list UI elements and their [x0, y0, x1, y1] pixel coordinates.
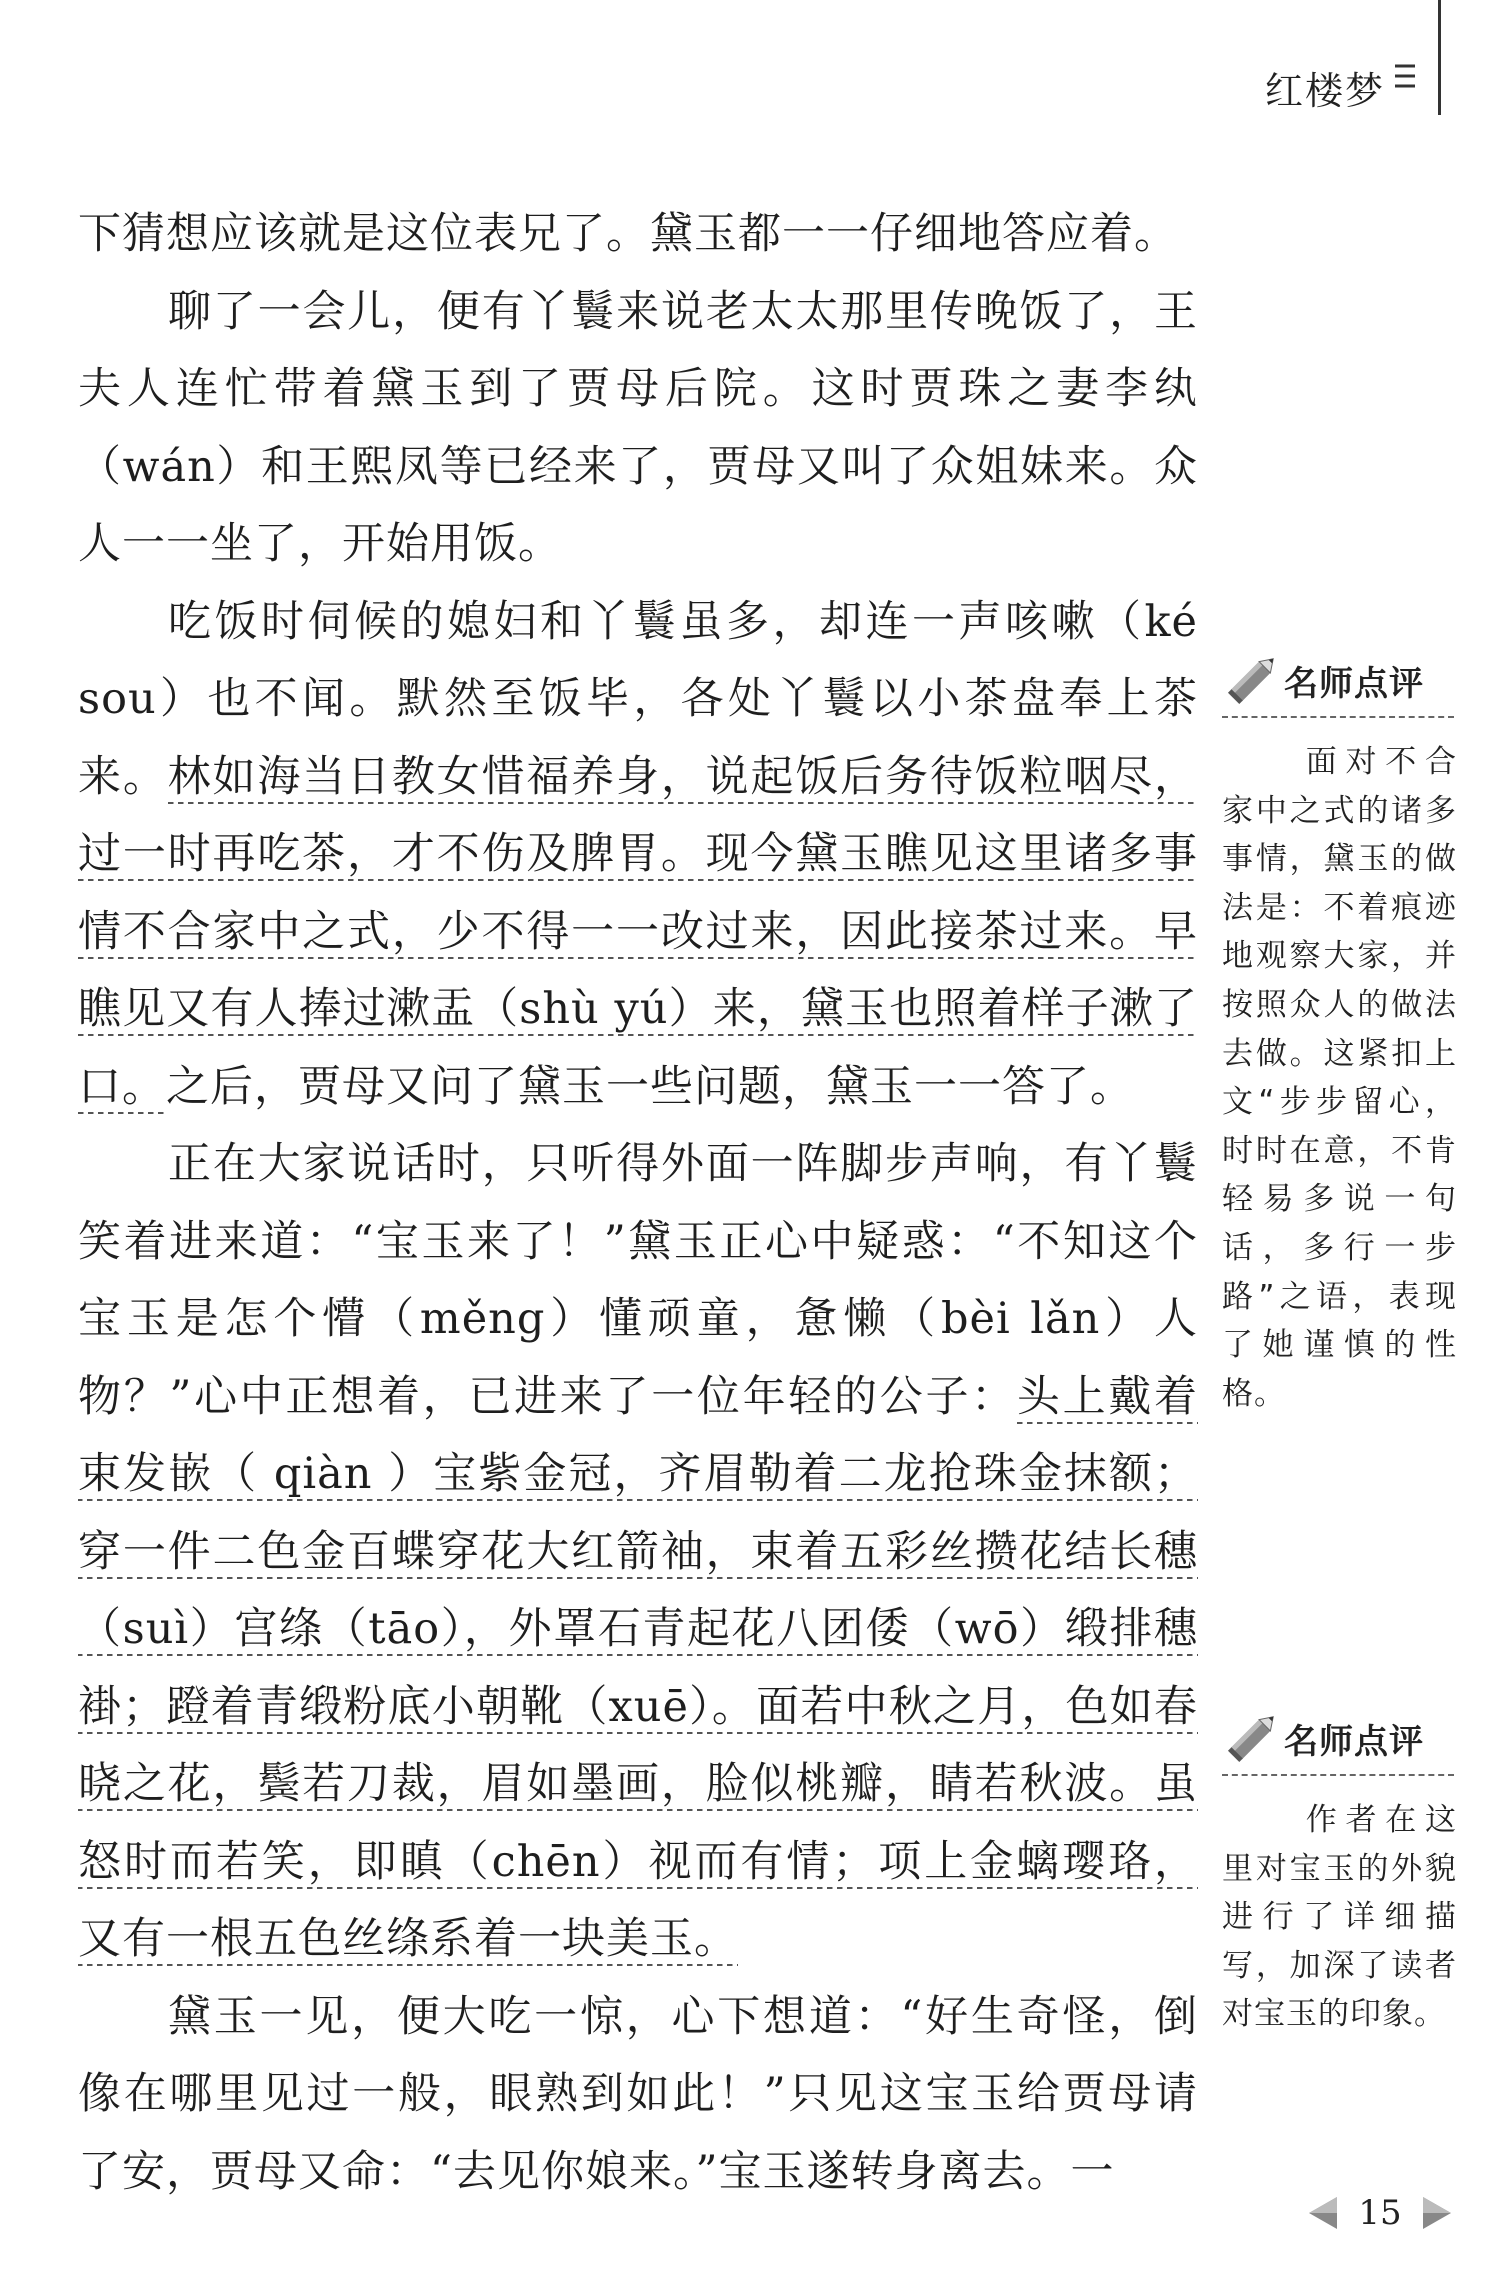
paragraph-1: 下猜想应该就是这位表兄了。黛玉都一一仔细地答应着。 [78, 209, 1178, 259]
main-text [78, 196, 1198, 2211]
pencil-icon [1222, 1708, 1282, 1768]
comment-divider [1222, 716, 1454, 718]
paragraph-3: 吃饭时伺候的媳妇和丫鬟虽多，却连一声咳嗽（ké sou）也不闻。默然至饭毕，各处丫鬟以小茶盘奉上茶来。林如海当日教女惜福养身，说起饭后务待饭粒咽尽，过一时再吃茶，才不伤及脾胃。现今黛玉瞧见这里诸多事情不合家中之式，少不得一一改过来，因此接茶过来。早瞧见又有人捧过漱盂（shù yú）来，黛玉也照着样子漱了口。之后，贾母又问了黛玉一些问题，黛玉一一答了。 [78, 596, 1199, 1112]
header-ornament-icon [1393, 52, 1417, 100]
comment-label: 名师点评 [1284, 1722, 1424, 1762]
comment-header [1222, 1708, 1457, 1770]
margin-comment-2 [1222, 1708, 1457, 2039]
running-header-title: 红楼梦 [1265, 69, 1386, 113]
paragraph-5: 黛玉一见，便大吃一惊，心下想道：“好生奇怪，倒像在哪里见过一般，眼熟到如此！”只见这宝玉给贾母请了安，贾母又命：“去见你娘来。”宝玉遂转身离去。一 [78, 1991, 1198, 2197]
page-number [1305, 2188, 1455, 2238]
page-number-text: 15 [1358, 2193, 1402, 2233]
comment-text: 面对不合家中之式的诸多事情，黛玉的做法是：不着痕迹地观察大家，并按照众人的做法去做。这紧扣上文“步步留心，时时在意，不肯轻易多说一句话，多行一步路”之语，表现了她谨慎的性格。 [1222, 744, 1457, 1412]
left-triangle-icon [1305, 2193, 1339, 2233]
highlighted-passage: 林如海当日教女惜福养身，说起饭后务待饭粒咽尽，过一时再吃茶，才不伤及脾胃。现今黛玉瞧见这里诸多事情不合家中之式，少不得一一改过来，因此接茶过来。早瞧见又有人捧过漱盂（shù yú）来，黛玉也照着样子漱了口。 [78, 751, 1199, 1112]
paragraph-4: 正在大家说话时，只听得外面一阵脚步声响，有丫鬟笑着进来道：“宝玉来了！”黛玉正心中疑惑：“不知这个宝玉是怎个懵（měng）懂顽童，惫懒（bèi lǎn）人物？”心中正想着，已进来了一位年轻的公子：头上戴着束发嵌（ qiàn ）宝紫金冠，齐眉勒着二龙抢珠金抹额；穿一件二色金百蝶穿花大红箭袖，束着五彩丝攒花结长穗（suì）宫绦（tāo），外罩石青起花八团倭（wō）缎排穗褂；蹬着青缎粉底小朝靴（xuē）。面若中秋之月，色如春晓之花，鬓若刀裁，眉如墨画，脸似桃瓣，睛若秋波。虽怒时而若笑，即瞋（chēn）视而有情；项上金螭璎珞，又有一根五色丝绦系着一块美玉。 [78, 1139, 1199, 1964]
corner-rule [1438, 0, 1441, 115]
comment-header [1222, 650, 1457, 712]
paragraph-2: 聊了一会儿，便有丫鬟来说老太太那里传晚饭了，王夫人连忙带着黛玉到了贾母后院。这时贾珠之妻李纨（wán）和王熙凤等已经来了，贾母又叫了众姐妹来。众人一一坐了，开始用饭。 [78, 286, 1198, 569]
comment-divider [1222, 1774, 1454, 1776]
comment-text: 作者在这里对宝玉的外貌进行了详细描写，加深了读者对宝玉的印象。 [1222, 1802, 1457, 2033]
highlighted-passage: 头上戴着束发嵌（ qiàn ）宝紫金冠，齐眉勒着二龙抢珠金抹额；穿一件二色金百蝶穿花大红箭袖，束着五彩丝攒花结长穗（suì）宫绦（tāo），外罩石青起花八团倭（wō）缎排穗褂；蹬着青缎粉底小朝靴（xuē）。面若中秋之月，色如春晓之花，鬓若刀裁，眉如墨画，脸似桃瓣，睛若秋波。虽怒时而若笑，即瞋（chēn）视而有情；项上金螭璎珞，又有一根五色丝绦系着一块美玉。 [78, 1371, 1199, 1964]
right-triangle-icon [1421, 2193, 1455, 2233]
margin-comment-1 [1222, 650, 1457, 1418]
comment-label: 名师点评 [1284, 664, 1424, 704]
pencil-icon [1222, 650, 1282, 710]
